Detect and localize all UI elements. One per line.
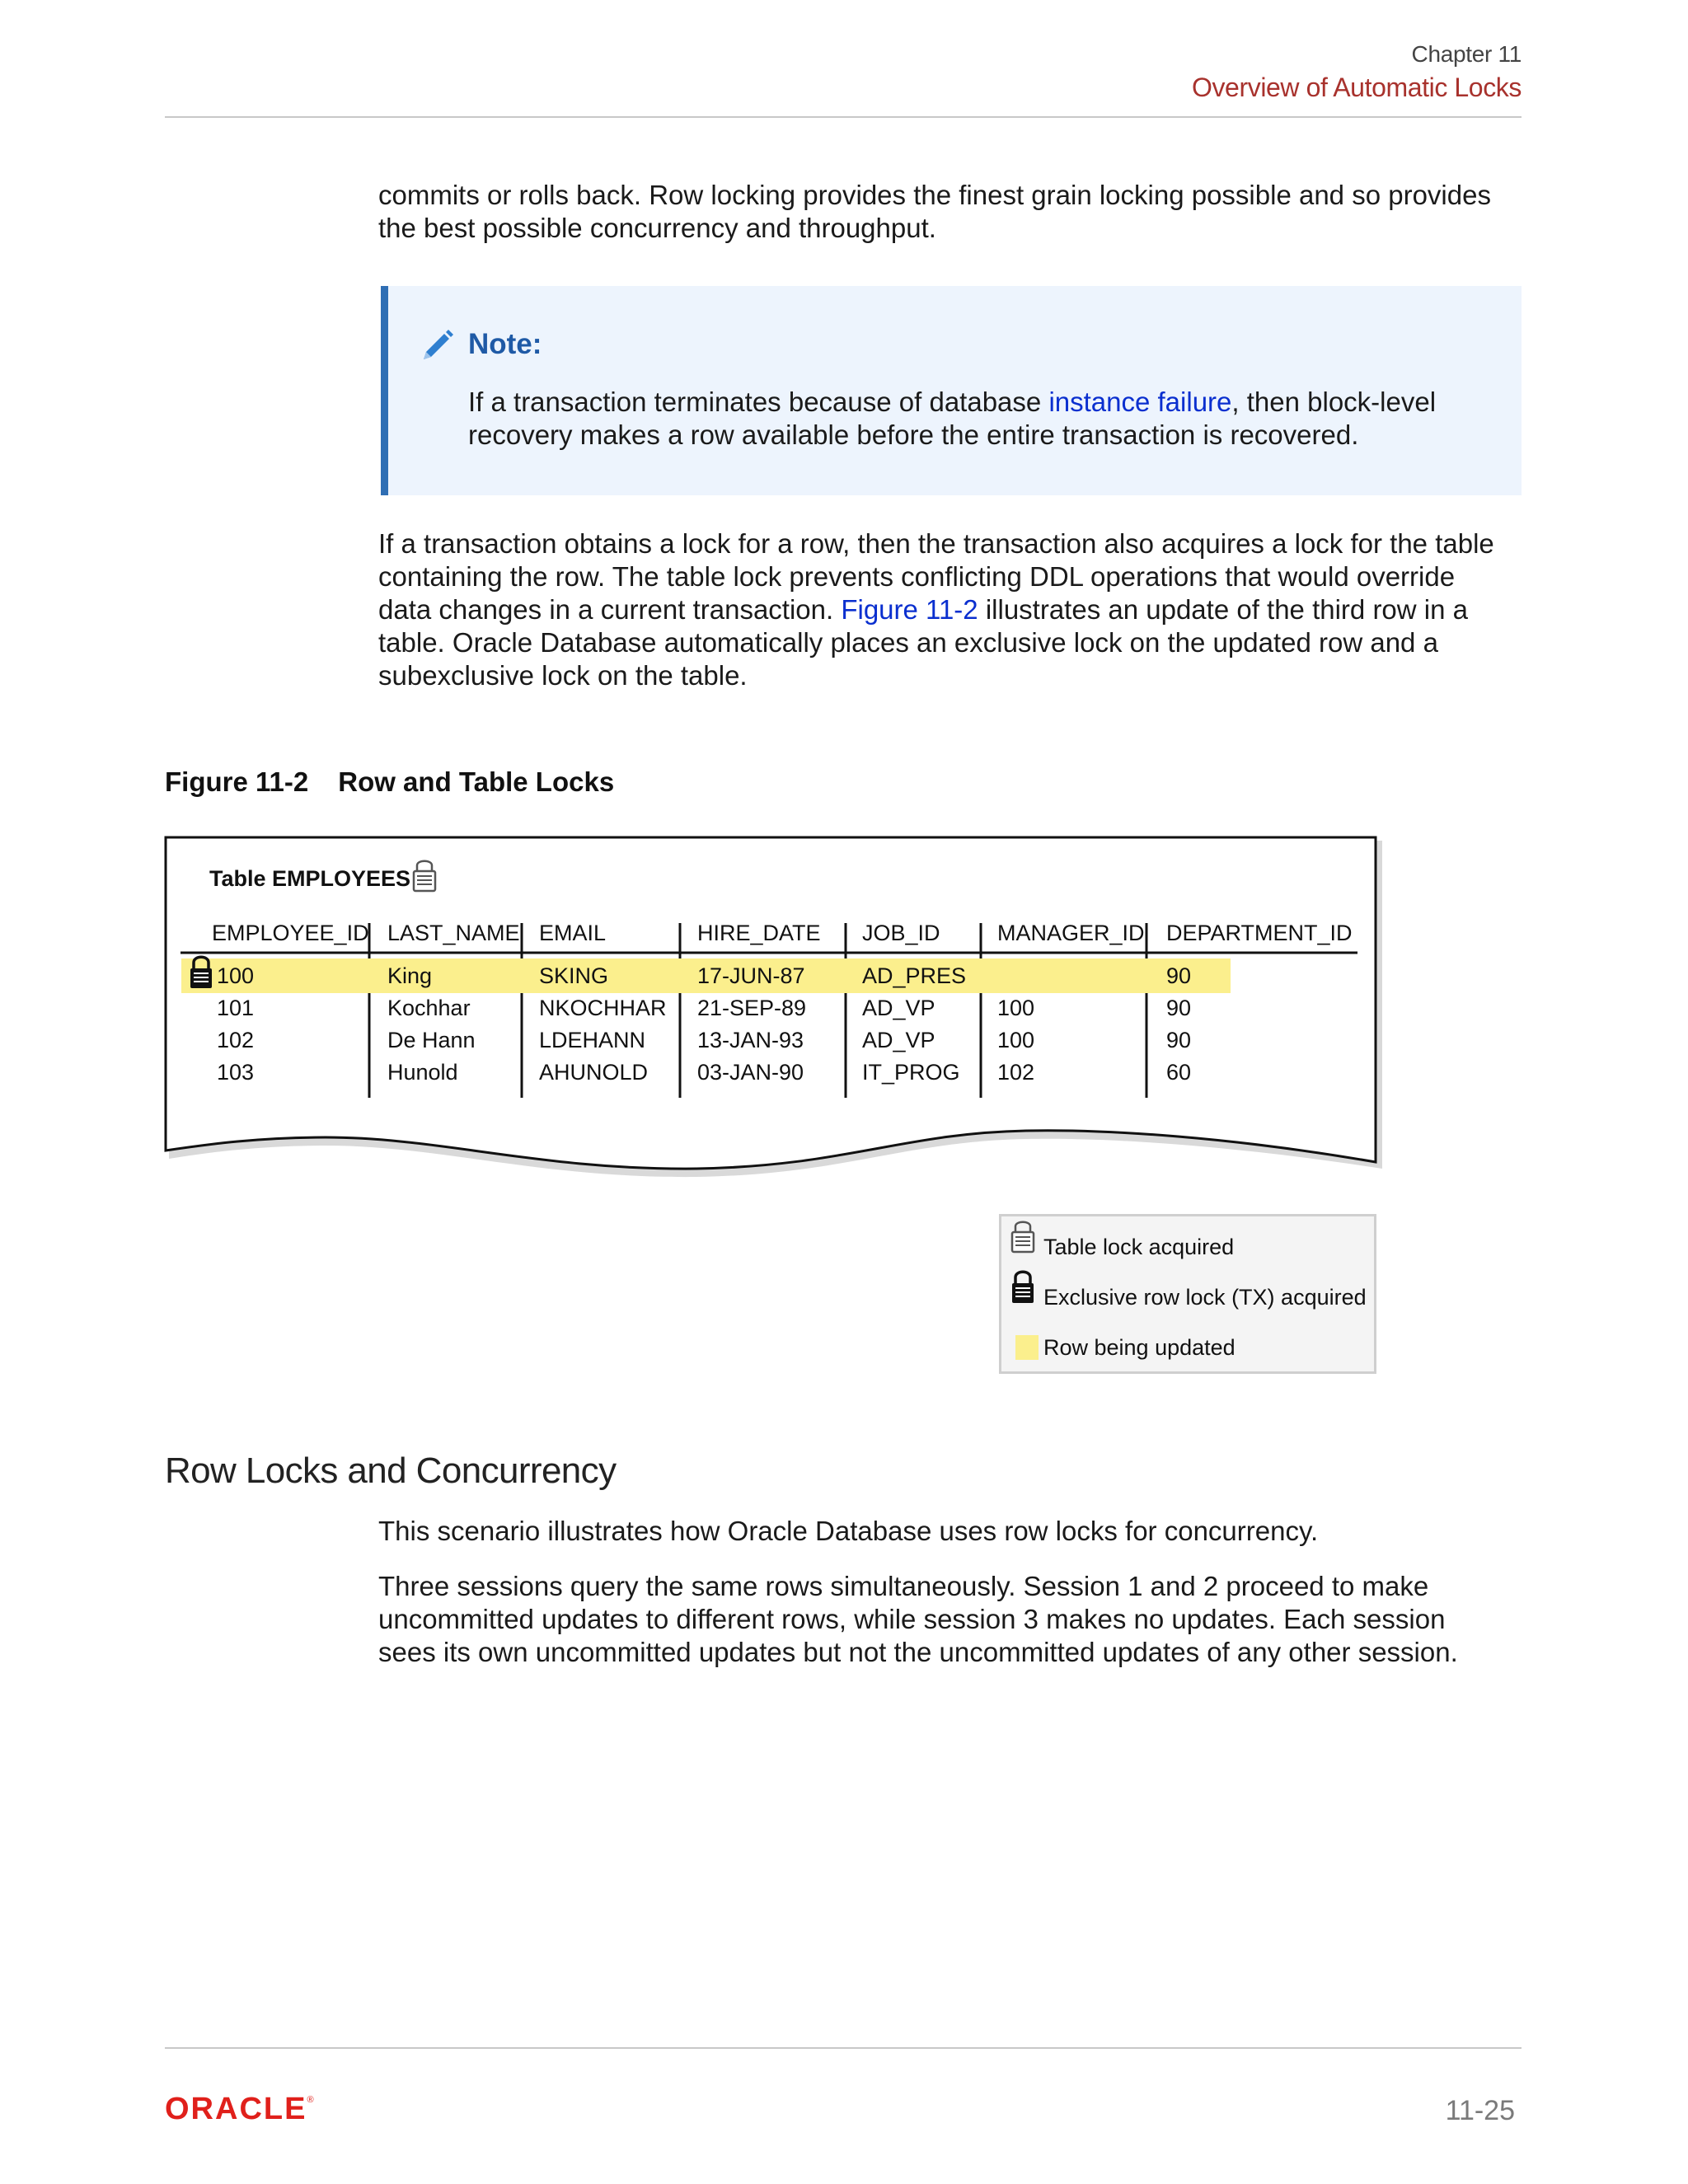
table-cell: IT_PROG: [862, 1060, 960, 1085]
paragraph-line: uncommitted updates to different rows, while session 3 makes no updates. Each session: [378, 1604, 1446, 1634]
table-cell: 100: [217, 963, 255, 988]
paragraph-line: sees its own uncommitted updates but not the uncommitted updates of any other session.: [378, 1637, 1458, 1667]
chapter-label: Chapter 11: [1411, 41, 1522, 67]
table-cell: 60: [1166, 1060, 1192, 1085]
figure-caption: [165, 766, 614, 798]
note-text-segment: , then block-level: [1231, 387, 1437, 417]
column-header: LAST_NAME: [387, 921, 520, 945]
figure-11-2-link[interactable]: Figure 11-2: [841, 594, 978, 625]
table-cell: 13-JAN-93: [697, 1028, 804, 1052]
table-cell: Kochhar: [387, 996, 471, 1020]
lock-paragraph: [378, 527, 1494, 692]
paragraph-line: subexclusive lock on the table.: [378, 660, 748, 691]
table-cell: AD_VP: [862, 1028, 935, 1052]
open-lock-icon: [412, 855, 437, 898]
column-header: JOB_ID: [862, 921, 940, 945]
table-cell: 90: [1166, 963, 1192, 988]
section-heading: Row Locks and Concurrency: [165, 1451, 617, 1491]
table-cell: 90: [1166, 996, 1192, 1020]
registered-mark: ®: [307, 2095, 314, 2105]
note-accent-bar: [381, 286, 388, 495]
open-lock-icon: [1010, 1216, 1035, 1258]
paragraph-line: table. Oracle Database automatically places an exclusive lock on the updated row and a: [378, 627, 1438, 658]
legend-label: Row being updated: [1043, 1335, 1236, 1360]
table-cell: 17-JUN-87: [697, 963, 805, 988]
logo-text: ORACLE: [165, 2092, 307, 2126]
page-number: 11-25: [1445, 2095, 1515, 2126]
table-cell: 102: [997, 1060, 1035, 1085]
legend-label: Table lock acquired: [1043, 1235, 1235, 1259]
column-header: EMPLOYEE_ID: [212, 921, 369, 945]
column-header: MANAGER_ID: [997, 921, 1145, 945]
highlight-swatch: [1015, 1335, 1039, 1360]
table-cell: 103: [217, 1060, 255, 1085]
table-cell: AHUNOLD: [539, 1060, 649, 1085]
paragraph-segment: illustrates an update of the third row in a: [978, 594, 1468, 625]
table-cell: King: [387, 963, 433, 988]
table-cell: NKOCHHAR: [539, 996, 667, 1020]
header-divider: [165, 116, 1522, 118]
table-cell: 90: [1166, 1028, 1192, 1052]
table-cell: Hunold: [387, 1060, 458, 1085]
table-cell: 100: [997, 996, 1035, 1020]
intro-paragraph: [378, 179, 1491, 245]
column-header: DEPARTMENT_ID: [1166, 921, 1353, 945]
section-paragraph: [378, 1570, 1458, 1669]
note-text: [468, 386, 1482, 452]
table-cell: 102: [217, 1028, 255, 1052]
table-title: Table EMPLOYEES: [209, 866, 411, 891]
closed-lock-icon: [1010, 1268, 1035, 1310]
instance-failure-link[interactable]: instance failure: [1048, 387, 1232, 417]
section-paragraph: This scenario illustrates how Oracle Database uses row locks for concurrency.: [378, 1516, 1319, 1546]
note-line: recovery makes a row available before the entire transaction is recovered.: [468, 419, 1359, 450]
table-cell: SKING: [539, 963, 609, 988]
closed-lock-icon: [189, 953, 213, 995]
paragraph-segment: data changes in a current transaction.: [378, 594, 842, 625]
paragraph-line: Three sessions query the same rows simultaneously. Session 1 and 2 proceed to make: [378, 1571, 1429, 1601]
legend-label: Exclusive row lock (TX) acquired: [1043, 1285, 1367, 1310]
table-cell: De Hann: [387, 1028, 476, 1052]
column-header: EMAIL: [539, 921, 607, 945]
intro-line: the best possible concurrency and throughput.: [378, 213, 936, 243]
table-cell: 21-SEP-89: [697, 996, 807, 1020]
intro-line: commits or rolls back. Row locking provides the finest grain locking possible and so provides: [378, 180, 1491, 210]
paragraph-line: If a transaction obtains a lock for a row, then the transaction also acquires a lock for the table: [378, 528, 1494, 559]
figure-number: Figure 11-2: [165, 766, 309, 797]
table-cell: AD_VP: [862, 996, 935, 1020]
oracle-logo: [165, 2092, 314, 2127]
pencil-icon: [419, 328, 455, 364]
table-cell: AD_PRES: [862, 963, 967, 988]
note-text-segment: If a transaction terminates because of database: [468, 387, 1049, 417]
table-cell: 100: [997, 1028, 1035, 1052]
footer-divider: [165, 2047, 1522, 2049]
table-cell: LDEHANN: [539, 1028, 646, 1052]
figure-title: Row and Table Locks: [338, 766, 615, 797]
paragraph-line: containing the row. The table lock prevents conflicting DDL operations that would override: [378, 561, 1456, 592]
note-title: Note:: [468, 328, 542, 360]
table-cell: 03-JAN-90: [697, 1060, 804, 1085]
section-link[interactable]: Overview of Automatic Locks: [1191, 73, 1522, 102]
column-header: HIRE_DATE: [697, 921, 821, 945]
table-cell: 101: [217, 996, 255, 1020]
